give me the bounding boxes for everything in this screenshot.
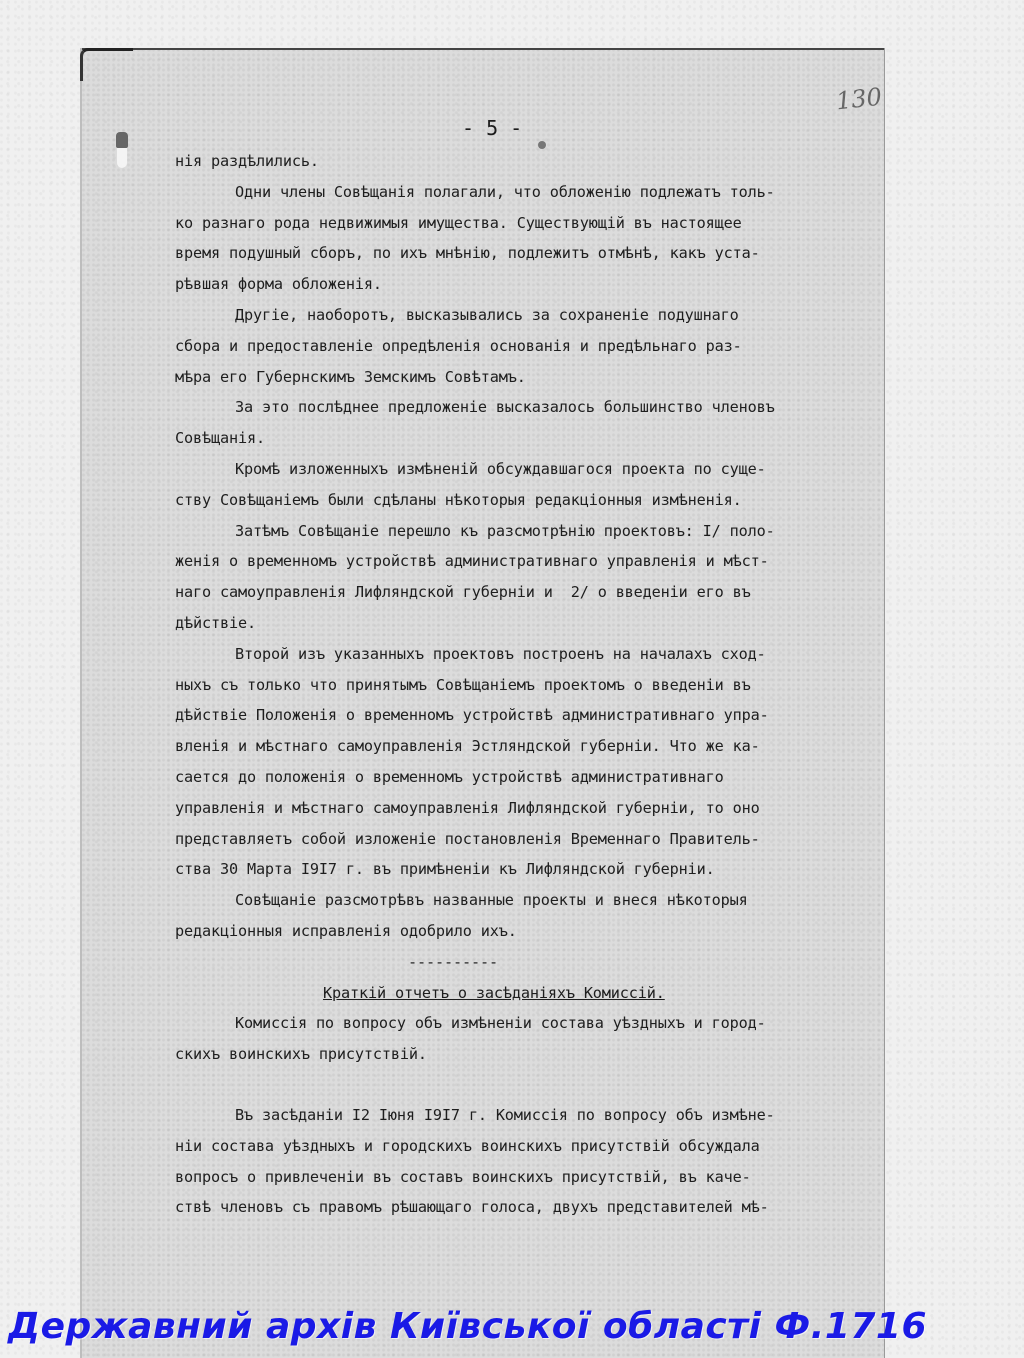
text-line: Одни члены Совѣщанія полагали, что обложенію подлежатъ толь- <box>235 182 775 201</box>
text-line: женія о временномъ устройствѣ административнаго управленія и мѣст- <box>175 552 769 571</box>
document-body <box>175 146 865 1223</box>
punch-hole <box>116 132 128 148</box>
folio-number: 130 <box>834 82 884 116</box>
text-line: вленія и мѣстнаго самоуправленія Эстляндской губерніи. Что же ка- <box>175 737 760 756</box>
main-text-block <box>175 146 865 947</box>
text-line: Совѣщанія. <box>175 429 265 448</box>
text-line: ніи состава уѣздныхъ и городскихъ воинскихъ присутствій обсуждала <box>175 1136 760 1155</box>
separator-line: ---------- <box>408 952 498 971</box>
text-line: рѣвшая форма обложенія. <box>175 275 382 294</box>
archive-watermark: Державний архів Київської області Ф.1716 <box>8 1306 928 1347</box>
page-number: - 5 - <box>462 116 523 140</box>
text-line: Комиссія по вопросу объ измѣненіи состава уѣздныхъ и город- <box>235 1014 766 1033</box>
text-line: ствѣ членовъ съ правомъ рѣшающаго голоса, двухъ представителей мѣ- <box>175 1198 769 1217</box>
text-line: Второй изъ указанныхъ проектовъ построенъ на началахъ сход- <box>235 644 766 663</box>
text-line: вопросъ о привлеченіи въ составъ воинскихъ присутствій, въ каче- <box>175 1167 751 1186</box>
text-line: сается до положенія о временномъ устройствѣ административнаго <box>175 767 724 786</box>
text-line: Въ засѣданіи I2 Іюня I9I7 г. Комиссія по вопросу объ измѣне- <box>235 1105 775 1124</box>
text-line: Затѣмъ Совѣщаніе перешло къ разсмотрѣнію проектовъ: I/ поло- <box>235 521 775 540</box>
text-line: время подушный сборъ, по ихъ мнѣнію, подлежитъ отмѣнѣ, какъ уста- <box>175 244 760 263</box>
text-line: дѣйствіе Положенія о временномъ устройствѣ административнаго упра- <box>175 706 769 725</box>
text-line: ко разнаго рода недвижимыя имущества. Существующій въ настоящее <box>175 213 742 232</box>
text-line: ства 30 Марта I9I7 г. въ примѣненіи къ Лифляндской губерніи. <box>175 860 715 879</box>
section-body <box>175 1100 865 1223</box>
text-line: наго самоуправленія Лифляндской губерніи и 2/ о введеніи его въ <box>175 583 751 602</box>
text-line: управленія и мѣстнаго самоуправленія Лифляндской губерніи, то оно <box>175 798 760 817</box>
text-line: ству Совѣщаніемъ были сдѣланы нѣкоторыя редакціонныя измѣненія. <box>175 490 742 509</box>
text-line: ныхъ съ только что принятымъ Совѣщаніемъ проектомъ о введеніи въ <box>175 675 751 694</box>
text-line: Кромѣ изложенныхъ измѣненій обсуждавшагося проекта по суще- <box>235 459 766 478</box>
section-heading: Краткій отчетъ о засѣданіяхъ Комиссій. <box>323 983 665 1002</box>
text-line: представляетъ собой изложеніе постановленія Временнаго Правитель- <box>175 829 760 848</box>
text-line: Совѣщаніе разсмотрѣвъ названные проекты и внеся нѣкоторыя <box>235 891 748 910</box>
page-corner-fold <box>80 48 133 81</box>
text-line: дѣйствіе. <box>175 613 256 632</box>
spacer <box>175 1070 865 1100</box>
text-line: сбора и предоставленіе опредѣленія основанія и предѣльнаго раз- <box>175 336 742 355</box>
text-line: мѣра его Губернскимъ Земскимъ Совѣтамъ. <box>175 367 526 386</box>
text-line: За это послѣднее предложеніе высказалось большинство членовъ <box>235 398 775 417</box>
text-line: скихъ воинскихъ присутствій. <box>175 1045 427 1064</box>
section-intro <box>175 1008 865 1070</box>
text-line: нія раздѣлились. <box>175 152 319 170</box>
text-line: редакціонныя исправленія одобрило ихъ. <box>175 921 517 940</box>
text-line: Другіе, наоборотъ, высказывались за сохраненіе подушнаго <box>235 305 739 324</box>
